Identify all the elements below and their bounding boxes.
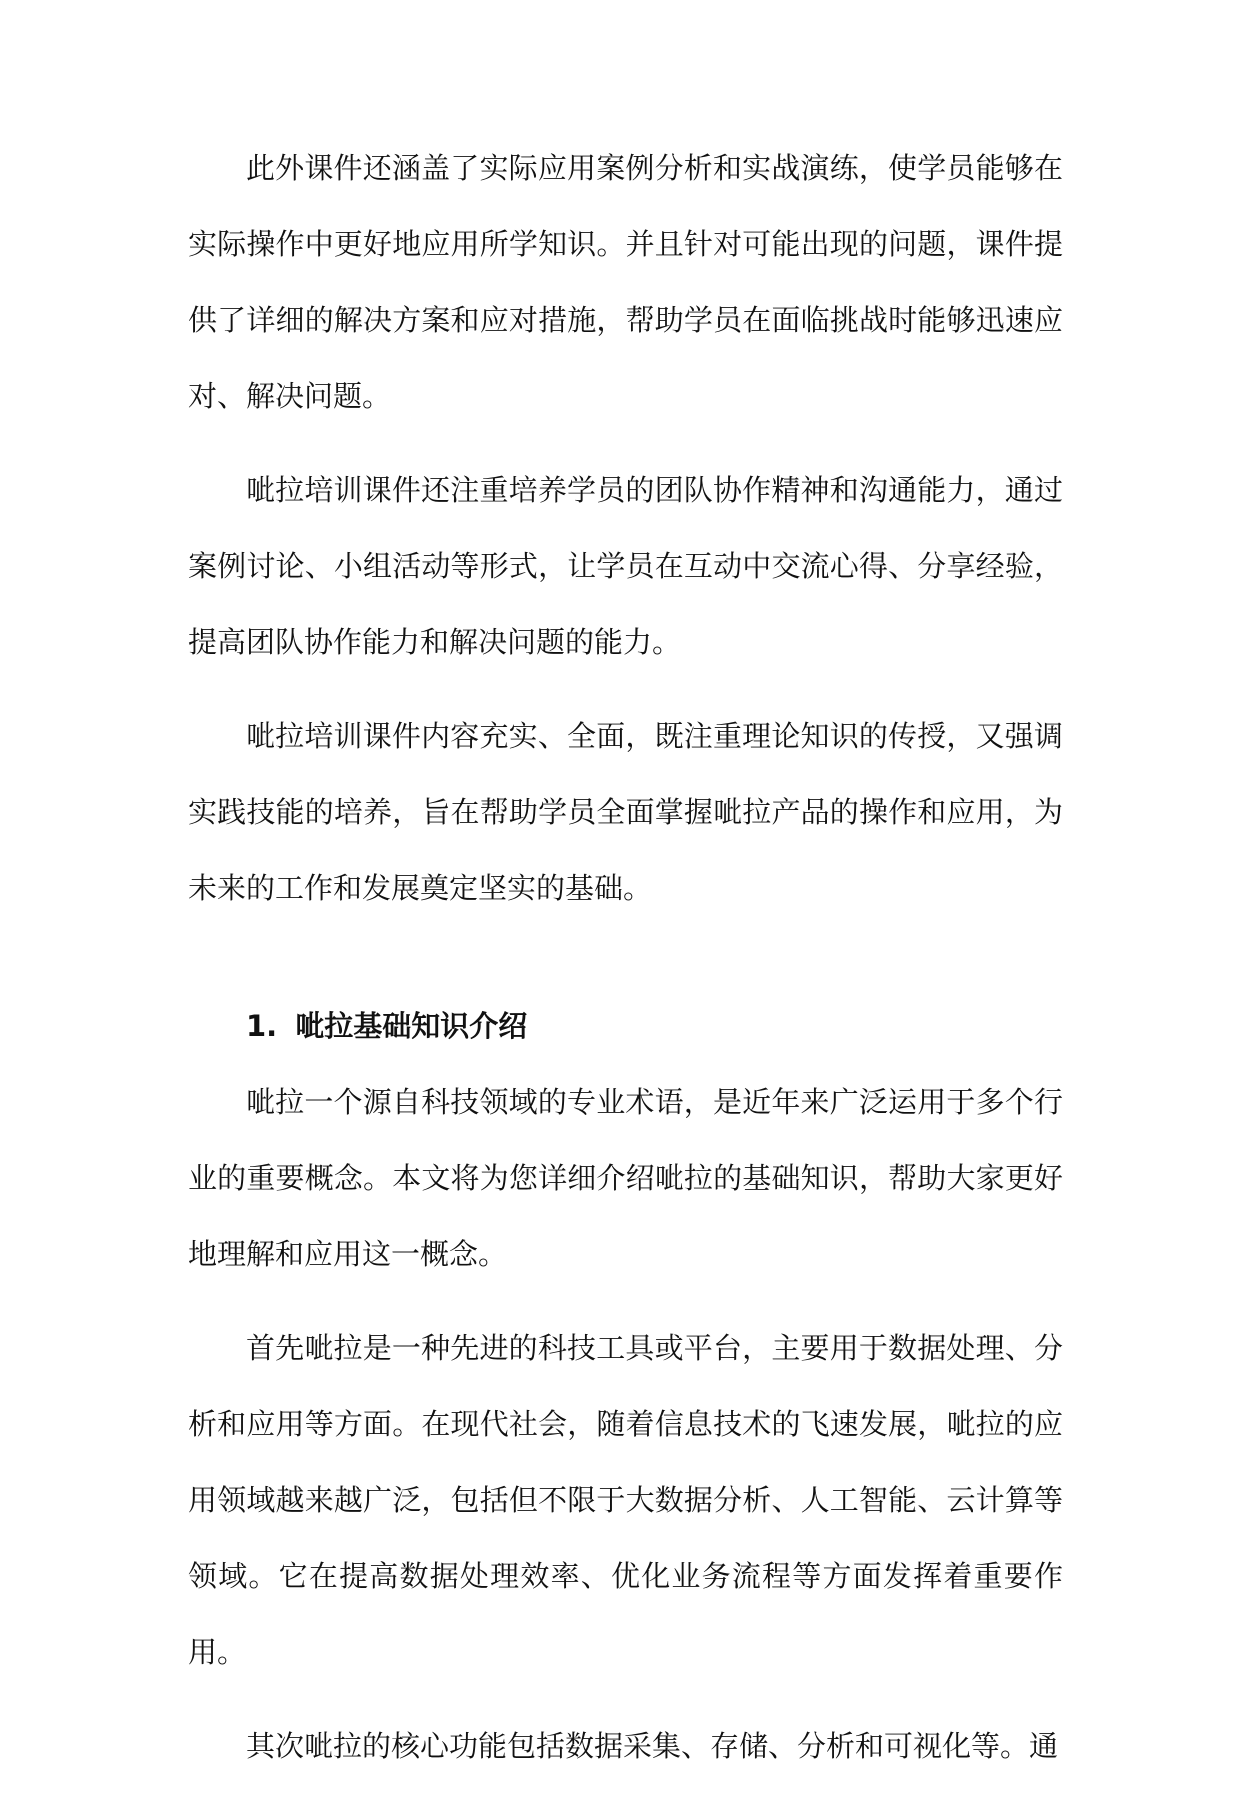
body-paragraph: 此外课件还涵盖了实际应用案例分析和实战演练，使学员能够在实际操作中更好地应用所学知识。并且针对可能出现的问题，课件提供了详细的解决方案和应对措施，帮助学员在面临挑战时能够迅速应对、解决问题。: [188, 151, 1063, 413]
body-paragraph: 呲拉培训课件还注重培养学员的团队协作精神和沟通能力，通过案例讨论、小组活动等形式，让学员在互动中交流心得、分享经验，提高团队协作能力和解决问题的能力。: [188, 473, 1063, 659]
section-number: 1.: [246, 1009, 278, 1043]
document-page: [188, 130, 1063, 1802]
section-title: 呲拉基础知识介绍: [295, 1009, 528, 1043]
body-paragraph: 呲拉一个源自科技领域的专业术语，是近年来广泛运用于多个行业的重要概念。本文将为您详细介绍呲拉的基础知识，帮助大家更好地理解和应用这一概念。: [188, 1085, 1063, 1271]
body-paragraph: 首先呲拉是一种先进的科技工具或平台，主要用于数据处理、分析和应用等方面。在现代社会，随着信息技术的飞速发展，呲拉的应用领域越来越广泛，包括但不限于大数据分析、人工智能、云计算等领域。它在提高数据处理效率、优化业务流程等方面发挥着重要作用。: [188, 1331, 1063, 1669]
section-heading: [188, 988, 1063, 1064]
body-paragraph: 其次呲拉的核心功能包括数据采集、存储、分析和可视化等。通: [246, 1729, 1059, 1763]
body-paragraph: 呲拉培训课件内容充实、全面，既注重理论知识的传授，又强调实践技能的培养，旨在帮助学员全面掌握呲拉产品的操作和应用，为未来的工作和发展奠定坚实的基础。: [188, 719, 1063, 905]
